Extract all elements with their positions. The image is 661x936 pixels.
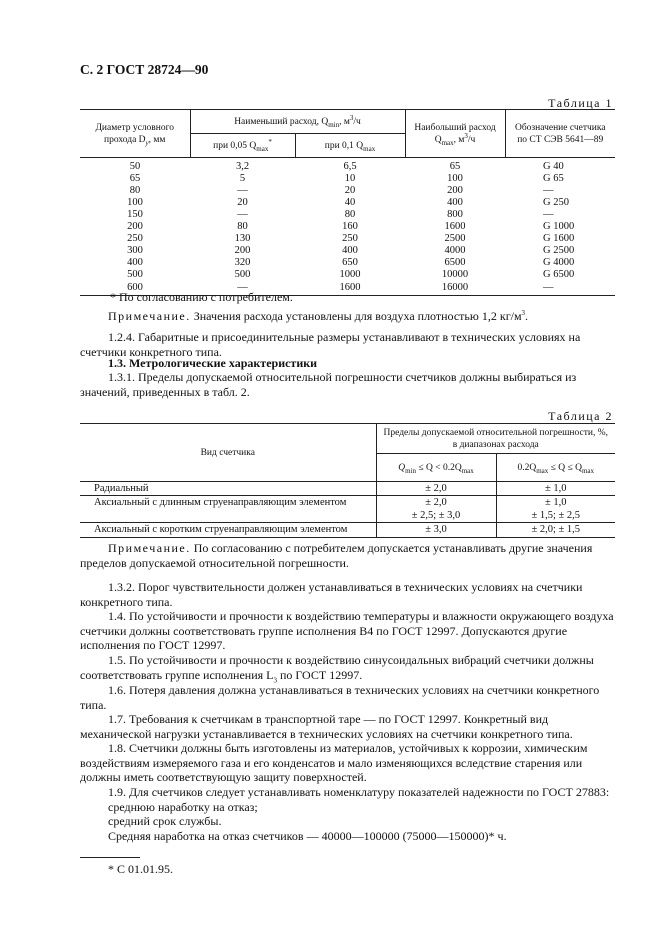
t1-cell: G 40 (543, 161, 564, 172)
t1-cell: 65 (449, 161, 461, 172)
t1-cell: 300 (127, 245, 143, 256)
t1-row (80, 269, 615, 281)
footnote-divider (80, 857, 140, 858)
table2 (80, 423, 615, 538)
t2-cell-a: ± 2,0 (376, 496, 496, 510)
para-1-4: 1.4. По устойчивости и прочности к воздействию температуры и влажности окружающего воздуха счетчики должны соответствовать группе исполнения В4 по ГОСТ 12997. Допускаются другие исполнения по ГОСТ 12997. (80, 609, 614, 653)
t1-cell: 2500 (444, 233, 466, 244)
para-1-2-4: 1.2.4. Габаритные и присоединительные размеры устанавливают в технических условиях на счетчики конкретного типа. (80, 330, 581, 359)
t1-cell: — (190, 281, 295, 295)
t2-row-radial (80, 482, 615, 496)
t1-cell: 400 (447, 197, 463, 208)
para-1-7: 1.7. Требования к счетчикам в транспортной таре — по ГОСТ 12997. Конкретный вид механической нагрузки устанавливается в технических условиях на счетчики конкретного типа. (80, 712, 573, 741)
t1-cell: G 250 (543, 197, 569, 208)
t2-row-axial-short (80, 523, 615, 538)
t1-cell: 10 (344, 173, 356, 184)
t1-cell: 200 (127, 221, 143, 232)
t2-cell-b: ± 2,0; ± 1,5 (496, 523, 615, 538)
table2-caption: Таблица 2 (548, 409, 613, 423)
t1-row (80, 221, 615, 233)
t2-cell-b: ± 1,5; ± 2,5 (496, 510, 615, 523)
t1-cell: G 1000 (543, 221, 575, 232)
t1-cell: — (505, 281, 615, 295)
t1-footnote: * По согласованию с потребителем. (110, 290, 293, 304)
t1-cell: 1600 (295, 281, 405, 295)
page-header: С. 2 ГОСТ 28724—90 (80, 62, 209, 77)
t1-cell: 6,5 (343, 161, 357, 172)
t2-cell-type: Аксиальный с длинным струенаправляющим элементом (80, 496, 376, 510)
t1-cell: G 65 (543, 173, 564, 184)
t1-cell: 20 (237, 197, 248, 208)
t1-cell: 130 (234, 233, 251, 244)
t1-row (80, 233, 615, 245)
para-1-5: 1.5. По устойчивости и прочности к воздействию синусоидальных вибраций счетчики должны соответствовать группе исполнения $L_3$ по ГОСТ 12997. (80, 653, 594, 684)
t2-note: Примечание. По согласованию с потребителем допускается устанавливать другие значения пределов допускаемой относительной погрешности. (80, 541, 593, 570)
t2-cell-type: Аксиальный с коротким струенаправляющим элементом (80, 523, 376, 538)
t1-cell: 200 (234, 245, 251, 256)
t1-row (80, 173, 615, 185)
t1-cell: 6500 (444, 257, 466, 268)
t2-row-axial-long (80, 496, 615, 510)
t2-head-range-a: $Q_{min} \le Q < 0.2Q_{max}$ (376, 454, 496, 482)
para-1-9-item-a: среднюю наработку на отказ; (108, 800, 258, 814)
t2-head-error: Пределы допускаемой относительной погрешности, %, в диапазонах расхода (376, 424, 615, 454)
t1-cell: 40 (344, 197, 356, 208)
t1-head-max-flow: Наибольший расход $Q_{max}$, $м^3/ч$ (405, 110, 505, 158)
t1-head-meter: Обозначение счетчика по СТ СЭВ 5641—89 (505, 110, 615, 158)
t1-cell: 20 (344, 185, 356, 196)
t1-cell: G 4000 (543, 257, 575, 268)
t1-cell: 50 (129, 161, 141, 172)
t1-cell: — (543, 185, 554, 196)
t2-head-type: Вид счетчика (80, 424, 376, 482)
t2-cell-b: ± 1,0 (496, 496, 615, 510)
t1-row (80, 158, 615, 174)
para-1-6: 1.6. Потеря давления должна устанавливаться в технических условиях на счетчики конкретного типа. (80, 683, 600, 712)
section-1-3-title: 1.3. Метрологические характеристики (108, 356, 318, 370)
t1-cell: — (237, 209, 248, 220)
t2-cell-type: Радиальный (94, 482, 149, 494)
para-1-3-2: 1.3.2. Порог чувствительности должен устанавливаться в технических условиях на счетчики конкретного типа. (80, 580, 583, 609)
t1-cell: — (543, 209, 554, 220)
t1-cell: 100 (447, 173, 463, 184)
t2-cell-a: ± 2,5; ± 3,0 (376, 510, 496, 523)
t1-cell: 1000 (339, 269, 361, 280)
t1-cell: — (237, 185, 248, 196)
t1-cell: G 6500 (543, 269, 575, 280)
t1-row (80, 245, 615, 257)
t1-cell: 16000 (405, 281, 505, 295)
page-footnote: * С 01.01.95. (108, 862, 174, 876)
t1-cell: 10000 (441, 269, 469, 280)
t1-cell: 3,2 (235, 161, 250, 172)
t1-cell: 250 (127, 233, 143, 244)
t1-cell: 150 (127, 209, 143, 220)
t1-head-diameter: Диаметр условного прохода $D_у$, мм (80, 110, 190, 158)
t2-cell-b: ± 1,0 (496, 482, 615, 496)
t1-cell: 1600 (444, 221, 466, 232)
t1-cell: 160 (342, 221, 358, 232)
t1-cell: G 1600 (543, 233, 575, 244)
t1-cell: 650 (342, 257, 358, 268)
t2-cell-a: ± 3,0 (376, 523, 496, 538)
t1-cell: 100 (127, 197, 143, 208)
t1-row (80, 257, 615, 269)
para-1-9: 1.9. Для счетчиков следует устанавливать номенклатуру показателей надежности по ГОСТ 27883: (108, 785, 610, 799)
t1-cell: 800 (447, 209, 463, 220)
t2-cell-empty (80, 510, 376, 523)
table1 (80, 109, 615, 296)
t1-cell: 500 (127, 269, 143, 280)
t1-head-min-flow: Наименьший расход, $Q_{min}$, $м^3/ч$ (190, 110, 405, 134)
t1-cell: G 2500 (543, 245, 575, 256)
para-1-3-1: 1.3.1. Пределы допускаемой относительной погрешности счетчиков должны выбираться из значений, приведенных в табл. 2. (80, 370, 577, 399)
t1-row (80, 209, 615, 221)
t1-cell: 400 (342, 245, 358, 256)
t1-cell: 80 (129, 185, 141, 196)
t2-row-axial-long-2 (80, 510, 615, 523)
t1-row (80, 185, 615, 197)
t1-cell: 500 (234, 269, 251, 280)
table1-caption: Таблица 1 (548, 96, 613, 110)
t2-head-range-b: $0.2Q_{max} \le Q \le Q_{max}$ (496, 454, 615, 482)
t1-cell: 4000 (444, 245, 466, 256)
t1-cell: 400 (127, 257, 143, 268)
t1-cell: 200 (447, 185, 463, 196)
t1-cell: 65 (129, 173, 141, 184)
t1-head-min-a: при 0,05 $Q_{max}^*$ (190, 134, 295, 158)
para-1-9-item-b: средний срок службы. (108, 814, 222, 828)
t1-head-min-b: при 0,1 $Q_{max}$ (295, 134, 405, 158)
t1-cell: 5 (239, 173, 246, 184)
t1-cell: 80 (344, 209, 356, 220)
t1-cell: 80 (237, 221, 248, 232)
para-1-9-item-c: Средняя наработка на отказ счетчиков — 40000—100000 (75000—150000)* ч. (108, 829, 507, 843)
t1-note: Примечание. Значения расхода установлены для воздуха плотностью 1,2 $кг/м^3$. (108, 309, 529, 323)
para-1-8: 1.8. Счетчики должны быть изготовлены из материалов, устойчивых к коррозии, химическим воздействиям измеряемого газа и его конденсатов и мало изменяющихся вследствие старения или должны иметь соответствующую защиту поверхностей. (80, 741, 588, 785)
t1-cell: 600 (80, 281, 190, 295)
t1-cell: 320 (234, 257, 251, 268)
t2-cell-a: ± 2,0 (376, 482, 496, 496)
t1-cell: 250 (342, 233, 358, 244)
t1-row (80, 197, 615, 209)
